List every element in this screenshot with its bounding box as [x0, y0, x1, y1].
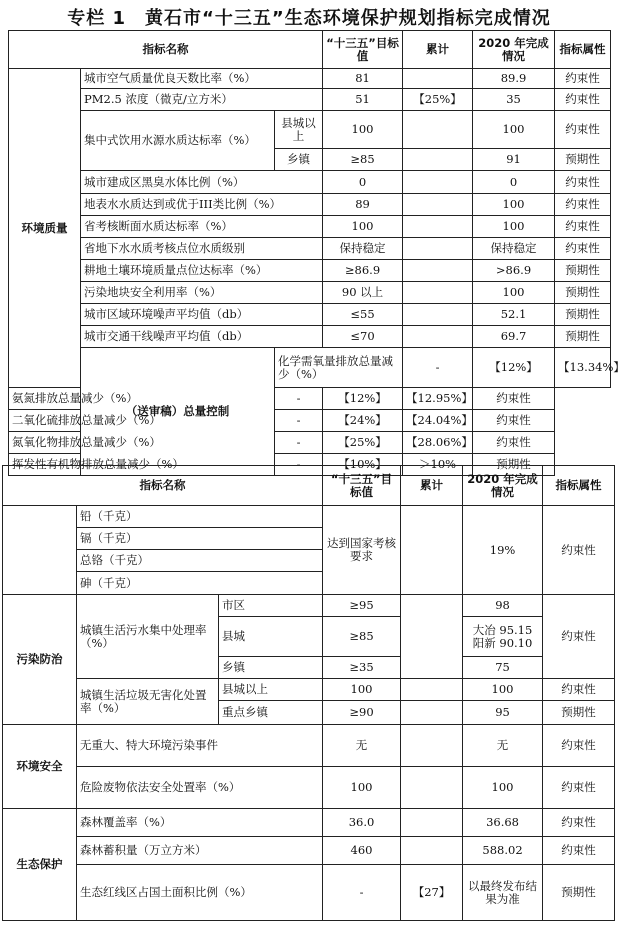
indicator-name: 氮氧化物排放总量减少（%） — [9, 432, 275, 454]
attribute-value: 约束性 — [555, 216, 611, 238]
indicator-table-part2 — [2, 465, 615, 921]
page-title: 专栏 1 黄石市“十三五”生态环境保护规划指标完成情况 — [67, 8, 551, 29]
target-value: - — [275, 454, 323, 476]
header-cumulative: 累计 — [401, 466, 463, 506]
attribute-value: 约束性 — [543, 679, 615, 701]
target-value: ≥85 — [323, 617, 401, 657]
attribute-value: 约束性 — [555, 194, 611, 216]
header-completion: 2020 年完成情况 — [463, 466, 543, 506]
blank-category-cell — [3, 506, 77, 595]
completion-value: 100 — [473, 282, 555, 304]
target-value: 达到国家考核要求 — [323, 506, 401, 595]
table-row — [9, 69, 611, 89]
indicator-name: 森林覆盖率（%） — [77, 809, 323, 837]
indicator-name: 化学需氧量排放总量减少（%） — [275, 348, 403, 388]
cumulative-value — [403, 194, 473, 216]
completion-value: 以最终发布结果为准 — [463, 865, 543, 921]
metal-indicator: 砷（千克） — [77, 572, 323, 595]
target-value: - — [275, 388, 323, 410]
metal-indicator: 铅（千克） — [77, 506, 323, 528]
indicator-name: 生态红线区占国土面积比例（%） — [77, 865, 323, 921]
completion-value: 100 — [473, 194, 555, 216]
indicator-name: 省地下水水质考核点位水质级别 — [81, 238, 323, 260]
target-value: ≥85 — [323, 149, 403, 171]
completion-value: ＞10% — [403, 454, 473, 476]
table-row — [9, 432, 611, 454]
cumulative-value — [401, 679, 463, 701]
table-row — [9, 410, 611, 432]
sub-indicator: 乡镇 — [275, 149, 323, 171]
metal-indicator: 镉（千克） — [77, 528, 323, 550]
attribute-value: 约束性 — [555, 238, 611, 260]
table-row — [9, 111, 611, 149]
completion-value: 【28.06%】 — [403, 432, 473, 454]
metal-indicator: 总铬（千克） — [77, 550, 323, 572]
cumulative-value — [401, 809, 463, 837]
cumulative-value — [403, 326, 473, 348]
completion-value: >86.9 — [473, 260, 555, 282]
cumulative-value — [403, 216, 473, 238]
attribute-value: 约束性 — [543, 595, 615, 679]
cumulative-value — [401, 725, 463, 767]
table-row — [9, 194, 611, 216]
cumulative-value — [401, 506, 463, 595]
target-value: 89 — [323, 194, 403, 216]
completion-value: 大冶 95.15 阳新 90.10 — [463, 617, 543, 657]
completion-value: 100 — [463, 679, 543, 701]
indicator-name: 城市区域环境噪声平均值（db） — [81, 304, 323, 326]
attribute-value: 约束性 — [543, 725, 615, 767]
sub-indicator: 乡镇 — [219, 657, 323, 679]
completion-value: 89.9 — [473, 69, 555, 89]
sub-indicator: 县城以上 — [275, 111, 323, 149]
attribute-value: 约束性 — [555, 69, 611, 89]
header-cumulative: 累计 — [403, 31, 473, 69]
cumulative-value — [403, 111, 473, 149]
completion-value: 100 — [463, 767, 543, 809]
indicator-name: 省考核断面水质达标率（%） — [81, 216, 323, 238]
target-value: 100 — [323, 767, 401, 809]
cumulative-value — [401, 701, 463, 725]
sub-indicator: 县城以上 — [219, 679, 323, 701]
target-value: ≥95 — [323, 595, 401, 617]
attribute-value: 约束性 — [555, 111, 611, 149]
completion-value: 【12.95%】 — [403, 388, 473, 410]
attribute-value: 约束性 — [555, 171, 611, 194]
table-row — [3, 865, 615, 921]
indicator-name: 氨氮排放总量减少（%） — [9, 388, 275, 410]
completion-value: 19% — [463, 506, 543, 595]
completion-value: 75 — [463, 657, 543, 679]
indicator-name: 二氧化硫排放总量减少（%） — [9, 410, 275, 432]
cumulative-value: 【24%】 — [323, 410, 403, 432]
indicator-name: 城镇生活污水集中处理率（%） — [77, 595, 219, 679]
table-row — [3, 809, 615, 837]
target-value: 100 — [323, 111, 403, 149]
table-header-row — [9, 31, 611, 69]
target-value: - — [275, 410, 323, 432]
cumulative-value: 【12%】 — [473, 348, 555, 388]
target-value: 保持稳定 — [323, 238, 403, 260]
target-value: 90 以上 — [323, 282, 403, 304]
completion-value: 【24.04%】 — [403, 410, 473, 432]
indicator-name: 城市空气质量优良天数比率（%） — [81, 69, 323, 89]
attribute-value: 约束性 — [543, 837, 615, 865]
indicator-name: 集中式饮用水源水质达标率（%） — [81, 111, 275, 171]
completion-value: 100 — [473, 111, 555, 149]
table-row — [9, 216, 611, 238]
indicator-name: PM2.5 浓度（微克/立方米） — [81, 89, 323, 111]
cumulative-value — [403, 238, 473, 260]
indicator-name: 城市建成区黑臭水体比例（%） — [81, 171, 323, 194]
indicator-name: 城镇生活垃圾无害化处置率（%） — [77, 679, 219, 725]
table-row — [9, 238, 611, 260]
target-value: 0 — [323, 171, 403, 194]
header-attribute: 指标属性 — [543, 466, 615, 506]
cumulative-value — [403, 282, 473, 304]
target-value: ≥86.9 — [323, 260, 403, 282]
table-row — [9, 388, 611, 410]
completion-value: 100 — [473, 216, 555, 238]
header-target: “十三五”目标值 — [323, 31, 403, 69]
attribute-value: 约束性 — [543, 506, 615, 595]
target-value: - — [403, 348, 473, 388]
cumulative-value: 【25%】 — [323, 432, 403, 454]
sub-indicator: 重点乡镇 — [219, 701, 323, 725]
target-value: 无 — [323, 725, 401, 767]
attribute-value: 约束性 — [543, 809, 615, 837]
indicator-name: 森林蓄积量（万立方米） — [77, 837, 323, 865]
completion-value: 98 — [463, 595, 543, 617]
table-row — [3, 679, 615, 701]
header-completion: 2020 年完成情况 — [473, 31, 555, 69]
attribute-value: 约束性 — [473, 410, 555, 432]
attribute-value: 约束性 — [543, 767, 615, 809]
attribute-value: 预期性 — [555, 304, 611, 326]
indicator-table-part1 — [8, 30, 625, 476]
sub-indicator: 县城 — [219, 617, 323, 657]
category-total-control: （送审稿）总量控制 — [81, 348, 275, 476]
table-header-row — [3, 466, 615, 506]
cumulative-value — [401, 767, 463, 809]
cumulative-value — [403, 69, 473, 89]
indicator-name: 挥发性有机物排放总量减少（%） — [9, 454, 275, 476]
cumulative-value — [401, 595, 463, 679]
completion-value: 588.02 — [463, 837, 543, 865]
header-name: 指标名称 — [9, 31, 323, 69]
indicator-name: 污染地块安全利用率（%） — [81, 282, 323, 304]
table-row — [9, 171, 611, 194]
cumulative-value: 【10%】 — [323, 454, 403, 476]
category-env-safety: 环境安全 — [3, 725, 77, 809]
table-row — [3, 767, 615, 809]
completion-value: 保持稳定 — [473, 238, 555, 260]
completion-value: 0 — [473, 171, 555, 194]
target-value: ≤55 — [323, 304, 403, 326]
header-target: “十三五”目标值 — [323, 466, 401, 506]
target-value: 100 — [323, 216, 403, 238]
completion-value: 35 — [473, 89, 555, 111]
attribute-value: 预期性 — [543, 701, 615, 725]
cumulative-value — [401, 837, 463, 865]
target-value: - — [275, 432, 323, 454]
completion-value: 【13.34%】 — [555, 348, 611, 388]
completion-value: 36.68 — [463, 809, 543, 837]
attribute-value: 预期性 — [543, 865, 615, 921]
table-row — [3, 837, 615, 865]
attribute-value: 预期性 — [555, 260, 611, 282]
table-row — [3, 506, 615, 528]
table-row — [9, 326, 611, 348]
table-row — [9, 260, 611, 282]
attribute-value: 约束性 — [555, 89, 611, 111]
table-row — [9, 89, 611, 111]
completion-value: 91 — [473, 149, 555, 171]
table-row — [9, 348, 611, 388]
cumulative-value — [403, 304, 473, 326]
cumulative-value: 【12%】 — [323, 388, 403, 410]
cumulative-value — [403, 260, 473, 282]
attribute-value: 预期性 — [555, 282, 611, 304]
indicator-name: 无重大、特大环境污染事件 — [77, 725, 323, 767]
target-value: 36.0 — [323, 809, 401, 837]
target-value: 460 — [323, 837, 401, 865]
table-row — [3, 725, 615, 767]
attribute-value: 约束性 — [473, 432, 555, 454]
indicator-name: 城市交通干线噪声平均值（db） — [81, 326, 323, 348]
target-value: 100 — [323, 679, 401, 701]
cumulative-value — [403, 149, 473, 171]
indicator-name: 耕地土壤环境质量点位达标率（%） — [81, 260, 323, 282]
table-row — [9, 304, 611, 326]
header-attribute: 指标属性 — [555, 31, 611, 69]
header-name: 指标名称 — [3, 466, 323, 506]
category-env-quality: 环境质量 — [9, 69, 81, 388]
completion-value: 69.7 — [473, 326, 555, 348]
attribute-value: 预期性 — [555, 326, 611, 348]
target-value: 51 — [323, 89, 403, 111]
cumulative-value: 【27】 — [401, 865, 463, 921]
table-row — [3, 595, 615, 617]
completion-value: 无 — [463, 725, 543, 767]
target-value: ≥90 — [323, 701, 401, 725]
sub-indicator: 市区 — [219, 595, 323, 617]
target-value: - — [323, 865, 401, 921]
completion-value: 52.1 — [473, 304, 555, 326]
category-pollution-control: 污染防治 — [3, 595, 77, 725]
target-value: ≤70 — [323, 326, 403, 348]
attribute-value: 预期性 — [555, 149, 611, 171]
completion-value: 95 — [463, 701, 543, 725]
cumulative-value — [403, 171, 473, 194]
table-row — [9, 282, 611, 304]
indicator-name: 危险废物依法安全处置率（%） — [77, 767, 323, 809]
target-value: ≥35 — [323, 657, 401, 679]
attribute-value: 预期性 — [473, 454, 555, 476]
indicator-name: 地表水水质达到或优于III类比例（%） — [81, 194, 323, 216]
cumulative-value: 【25%】 — [403, 89, 473, 111]
category-eco-protection: 生态保护 — [3, 809, 77, 921]
target-value: 81 — [323, 69, 403, 89]
attribute-value: 约束性 — [473, 388, 555, 410]
